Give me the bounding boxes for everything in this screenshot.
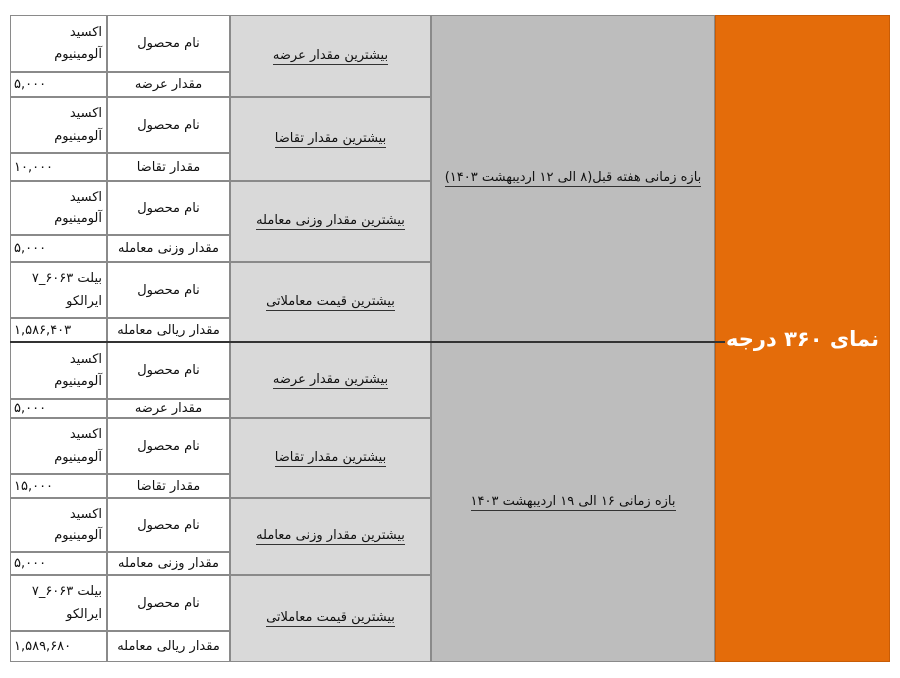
product-name-line: آلومینیوم <box>54 449 102 465</box>
product-name-line: اکسید <box>69 351 102 367</box>
value-cell <box>10 399 107 418</box>
summary-table <box>10 15 890 662</box>
product-name-line: اکسید <box>69 24 102 40</box>
metric-cell <box>230 575 431 662</box>
value-cell <box>10 235 107 262</box>
product-name-label: نام محصول <box>137 117 200 133</box>
product-name-cell <box>10 418 107 474</box>
metric-cell <box>230 418 431 498</box>
value-label-cell <box>107 235 230 262</box>
product-name-cell <box>10 498 107 552</box>
product-name-line: بیلت ۶۰۶۳_۷ <box>31 271 102 287</box>
value-number: ۵,۰۰۰ <box>14 77 47 92</box>
metric-cell <box>230 15 431 97</box>
period-label[interactable]: بازه زمانی ۱۶ الی ۱۹ اردیبهشت ۱۴۰۳ <box>470 493 676 509</box>
value-number: ۵,۰۰۰ <box>14 241 47 256</box>
value-number: ۵,۰۰۰ <box>14 556 47 571</box>
product-name-label: نام محصول <box>137 438 200 454</box>
value-label: مقدار عرضه <box>134 77 203 92</box>
metric-label[interactable]: بیشترین مقدار عرضه <box>272 371 389 387</box>
metric-label[interactable]: بیشترین مقدار تقاضا <box>274 130 387 146</box>
product-name-label: نام محصول <box>137 282 200 298</box>
product-name-line: آلومینیوم <box>54 374 102 390</box>
product-name-label: نام محصول <box>137 363 200 378</box>
metric-label[interactable]: بیشترین قیمت معاملاتی <box>266 293 395 309</box>
product-name-line: آلومینیوم <box>54 211 102 227</box>
value-number: ۵,۰۰۰ <box>14 401 47 416</box>
product-name-line: آلومینیوم <box>54 47 102 63</box>
value-number: ۱۵,۰۰۰ <box>14 478 54 494</box>
product-name-line: ایرالکو <box>66 293 102 309</box>
product-name-cell <box>10 181 107 235</box>
period-cell <box>431 15 715 342</box>
title-cell <box>715 15 890 662</box>
product-name-label-cell <box>107 342 230 399</box>
product-name-line: بیلت ۶۰۶۳_۷ <box>31 584 102 600</box>
product-name-label: نام محصول <box>137 517 200 533</box>
value-label: مقدار عرضه <box>134 401 203 416</box>
metric-label[interactable]: بیشترین قیمت معاملاتی <box>266 610 395 625</box>
value-cell <box>10 318 107 342</box>
metric-label[interactable]: بیشترین مقدار تقاضا <box>274 449 387 465</box>
value-cell <box>10 474 107 498</box>
value-cell <box>10 153 107 181</box>
value-number: ۱,۵۸۹,۶۸۰ <box>14 639 72 654</box>
product-name-line: آلومینیوم <box>54 128 102 144</box>
metric-cell <box>230 181 431 262</box>
value-label-cell <box>107 631 230 662</box>
product-name-cell <box>10 342 107 399</box>
product-name-line: آلومینیوم <box>54 528 102 544</box>
product-name-line: ایرالکو <box>66 606 102 622</box>
metric-cell <box>230 342 431 418</box>
value-label: مقدار وزنی معامله <box>118 241 219 256</box>
product-name-cell <box>10 15 107 72</box>
value-label-cell <box>107 72 230 97</box>
metric-cell <box>230 498 431 575</box>
value-cell <box>10 72 107 97</box>
product-name-line: اکسید <box>69 506 102 522</box>
product-name-label-cell <box>107 498 230 552</box>
value-label-cell <box>107 318 230 342</box>
product-name-label: نام محصول <box>137 200 200 216</box>
period-label[interactable]: بازه زمانی هفته قبل(۸ الی ۱۲ اردیبهشت ۱۴۰۳) <box>444 170 702 185</box>
product-name-label: نام محصول <box>137 36 200 51</box>
section-divider <box>10 341 725 343</box>
product-name-label-cell <box>107 15 230 72</box>
product-name-label: نام محصول <box>137 595 200 611</box>
product-name-line: اکسید <box>69 427 102 443</box>
metric-label[interactable]: بیشترین مقدار عرضه <box>272 47 389 63</box>
product-name-cell <box>10 97 107 153</box>
value-label-cell <box>107 399 230 418</box>
metric-label[interactable]: بیشترین مقدار وزنی معامله <box>256 213 405 228</box>
value-number: ۱,۵۸۶,۴۰۳ <box>14 322 72 338</box>
value-label-cell <box>107 474 230 498</box>
value-label: مقدار وزنی معامله <box>118 556 219 571</box>
value-label: مقدار تقاضا <box>136 478 201 494</box>
value-cell <box>10 552 107 575</box>
product-name-cell <box>10 575 107 631</box>
value-number: ۱۰,۰۰۰ <box>14 159 54 175</box>
product-name-label-cell <box>107 97 230 153</box>
value-label-cell <box>107 552 230 575</box>
product-name-label-cell <box>107 262 230 318</box>
value-label: مقدار تقاضا <box>136 159 201 175</box>
value-cell <box>10 631 107 662</box>
value-label: مقدار ریالی معامله <box>117 322 220 338</box>
metric-cell <box>230 97 431 181</box>
product-name-line: اکسید <box>69 189 102 205</box>
period-cell <box>431 342 715 662</box>
product-name-label-cell <box>107 181 230 235</box>
product-name-cell <box>10 262 107 318</box>
metric-label[interactable]: بیشترین مقدار وزنی معامله <box>256 528 405 543</box>
value-label: مقدار ریالی معامله <box>117 639 220 654</box>
product-name-label-cell <box>107 575 230 631</box>
metric-cell <box>230 262 431 342</box>
value-label-cell <box>107 153 230 181</box>
product-name-line: اکسید <box>69 106 102 122</box>
product-name-label-cell <box>107 418 230 474</box>
page-title: نمای ۳۶۰ درجه <box>726 326 879 351</box>
